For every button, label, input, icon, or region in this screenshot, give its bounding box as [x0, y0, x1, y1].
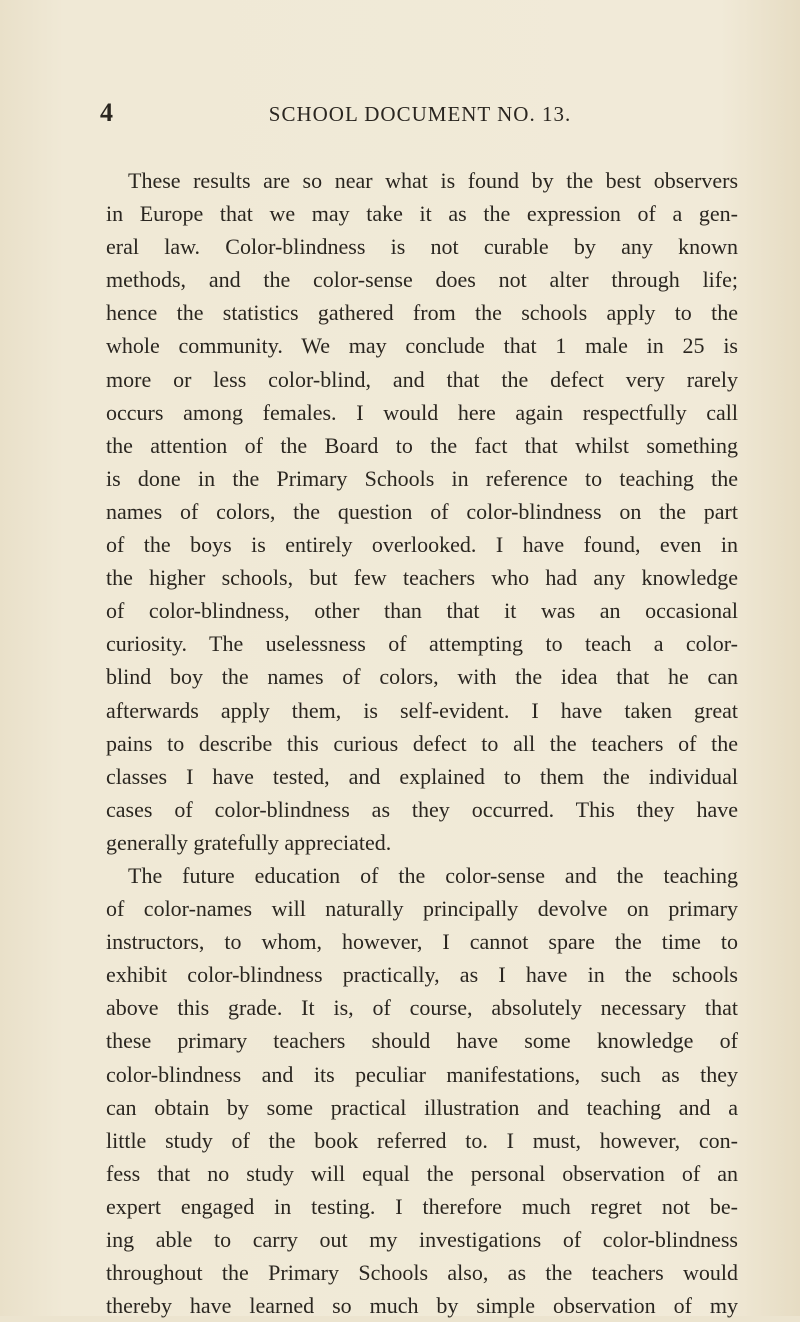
text-line: expert engaged in testing. I therefore much regret not be-: [106, 1193, 738, 1219]
text-line: occurs among females. I would here again respectfully call: [106, 399, 738, 425]
text-line: throughout the Primary Schools also, as the teachers would: [106, 1260, 738, 1286]
text-line: methods, and the color-sense does not alter through life;: [106, 267, 738, 293]
text-line: the higher schools, but few teachers who had any knowledge: [106, 565, 738, 591]
text-line: little study of the book referred to. I must, however, con-: [106, 1127, 738, 1153]
text-line: curiosity. The uselessness of attempting to teach a color-: [106, 631, 738, 657]
text-line: above this grade. It is, of course, absolutely necessary that: [106, 995, 738, 1021]
text-line: the attention of the Board to the fact that whilst something: [106, 432, 738, 458]
body-text: [106, 164, 738, 1322]
page-number: 4: [100, 98, 113, 127]
text-line: instructors, to whom, however, I cannot spare the time to: [106, 929, 738, 955]
text-line: cases of color-blindness as they occurred. This they have: [106, 796, 738, 822]
text-line: names of colors, the question of color-blindness on the part: [106, 498, 738, 524]
text-line: generally gratefully appreciated.: [106, 829, 392, 855]
text-line: of the boys is entirely overlooked. I have found, even in: [106, 532, 738, 558]
text-line: eral law. Color-blindness is not curable by any known: [106, 234, 738, 260]
text-line: can obtain by some practical illustration and teaching and a: [106, 1094, 738, 1120]
text-line: fess that no study will equal the personal observation of an: [106, 1160, 738, 1186]
text-line: exhibit color-blindness practically, as I have in the schools: [106, 962, 738, 988]
text-line: of color-blindness, other than that it was an occasional: [106, 598, 738, 624]
text-line: pains to describe this curious defect to all the teachers of the: [106, 730, 738, 756]
text-line: these primary teachers should have some knowledge of: [106, 1028, 738, 1054]
text-line: These results are so near what is found by the best observers: [128, 168, 738, 193]
text-line: classes I have tested, and explained to them the individual: [106, 763, 738, 789]
text-line: ing able to carry out my investigations of color-blindness: [106, 1227, 738, 1252]
text-line: color-blindness and its peculiar manifestations, such as they: [106, 1061, 738, 1087]
text-line: blind boy the names of colors, with the idea that he can: [106, 664, 738, 690]
text-line: The future education of the color-sense and the teaching: [128, 862, 738, 888]
text-line: is done in the Primary Schools in reference to teaching the: [106, 465, 738, 491]
text-line: whole community. We may conclude that 1 male in 25 is: [106, 333, 738, 359]
text-line: afterwards apply them, is self-evident. I have taken great: [106, 697, 738, 723]
page-header: [100, 98, 740, 138]
text-line: in Europe that we may take it as the expression of a gen-: [106, 201, 738, 227]
text-line: hence the statistics gathered from the schools apply to the: [106, 300, 738, 326]
text-line: thereby have learned so much by simple observation of my: [106, 1293, 738, 1319]
text-line: of color-names will naturally principally devolve on primary: [106, 896, 738, 922]
text-line: more or less color-blind, and that the defect very rarely: [106, 366, 738, 392]
running-title: SCHOOL DOCUMENT NO. 13.: [268, 102, 572, 126]
